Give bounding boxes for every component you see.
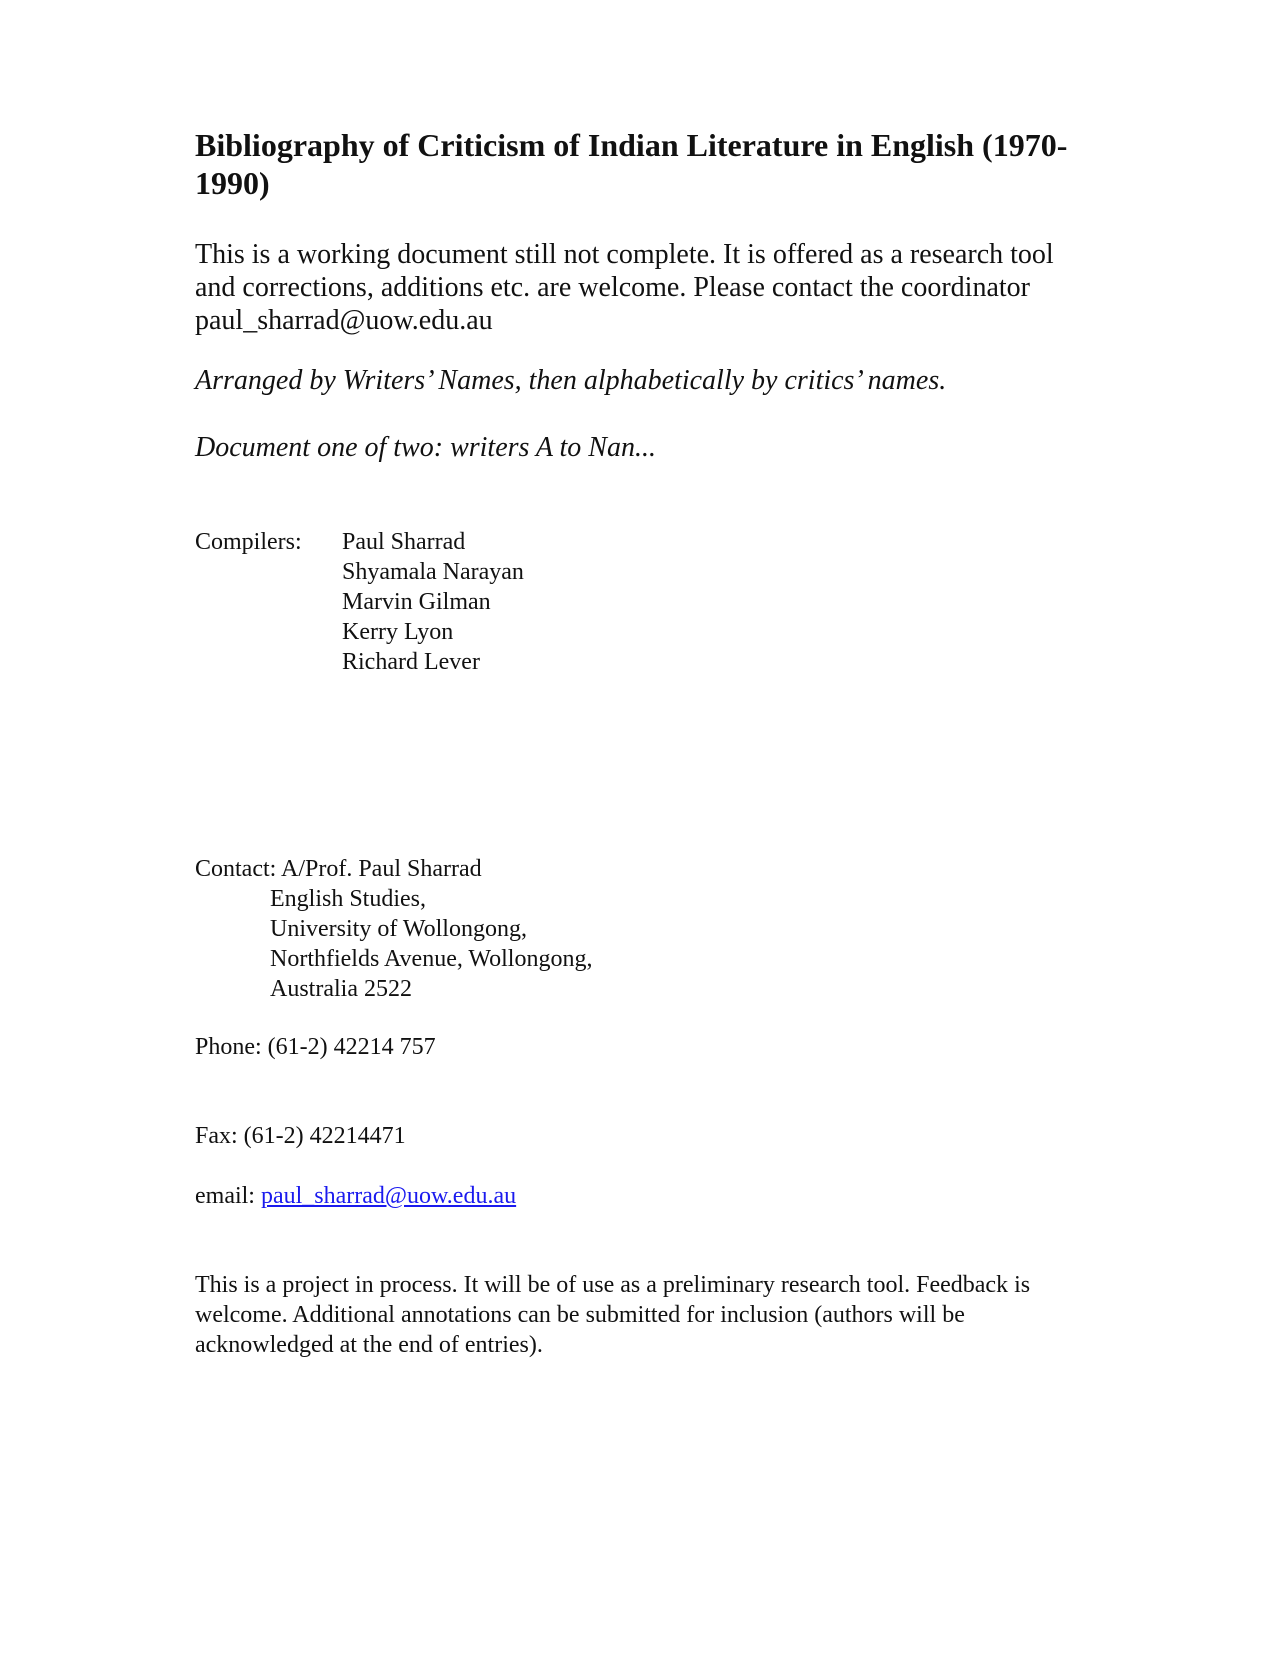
email-line [195,1181,516,1211]
compiler-name: Richard Lever [342,649,480,675]
compiler-name: Paul Sharrad [342,529,466,555]
document-title: Bibliography of Criticism of Indian Literature in English (1970-1990) [195,127,1068,201]
compilers-list [342,527,524,677]
email-label: email: [195,1183,261,1209]
intro-paragraph: This is a working document still not complete. It is offered as a research tool and corrections, additions etc. are welcome. Please contact the coordinator paul_sharrad@uow.edu.au [195,239,1054,336]
compiler-name: Shyamala Narayan [342,559,524,585]
fax-number: Fax: (61-2) 42214471 [195,1123,406,1149]
document-part-note: Document one of two: writers A to Nan... [195,432,656,463]
address-line: Australia 2522 [270,976,412,1002]
compilers-label: Compilers: [195,529,302,555]
arrangement-note: Arranged by Writers’ Names, then alphabetically by critics’ names. [195,365,947,396]
phone-number: Phone: (61-2) 42214 757 [195,1034,436,1060]
address-line: English Studies, [270,886,427,912]
compiler-name: Marvin Gilman [342,589,491,615]
project-note: This is a project in process. It will be of use as a preliminary research tool. Feedback is welcome. Additional annotations can be submitted for inclusion (authors will be acknowledged at the end of entries). [195,1272,1031,1358]
email-link[interactable]: paul_sharrad@uow.edu.au [260,1183,517,1209]
address-line: University of Wollongong, [270,916,527,942]
compiler-name: Kerry Lyon [342,619,454,645]
contact-address [270,884,592,1004]
address-line: Northfields Avenue, Wollongong, [270,946,593,972]
contact-name: Contact: A/Prof. Paul Sharrad [195,856,482,882]
